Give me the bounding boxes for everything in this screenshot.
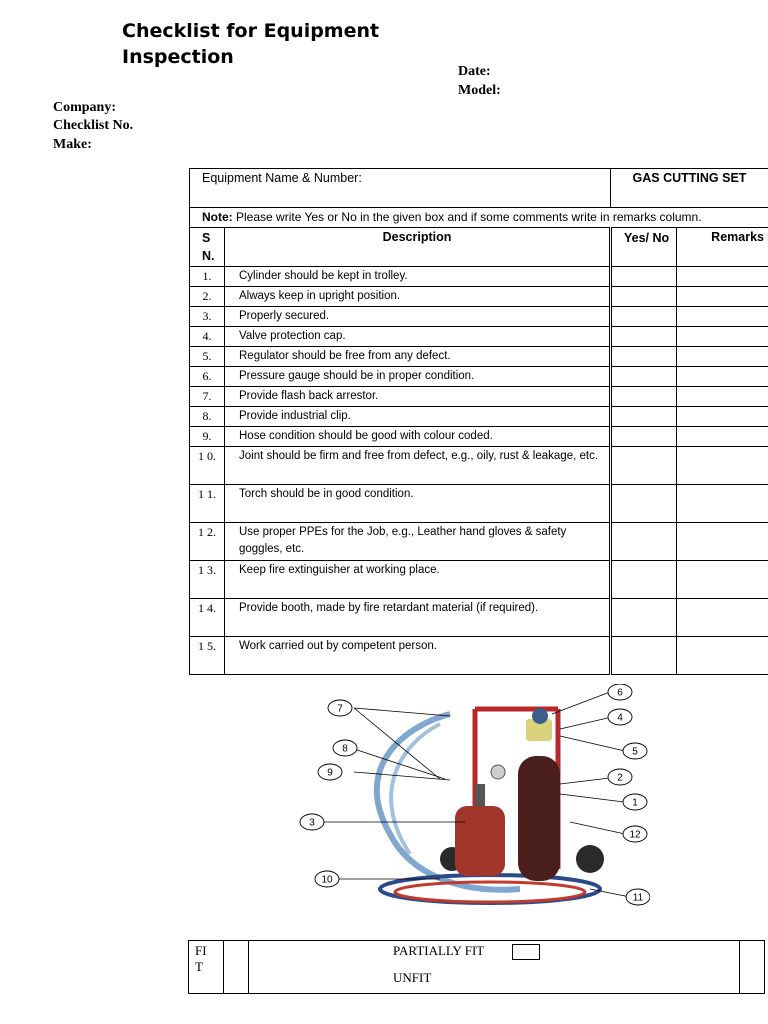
column-header-row (190, 228, 768, 267)
row-yesno-input[interactable] (611, 367, 677, 387)
row-sn: 1 5. (190, 637, 225, 675)
row-remarks-input[interactable] (677, 327, 768, 347)
row-description: Provide flash back arrestor. (225, 387, 611, 407)
equipment-value: GAS CUTTING SET (611, 169, 768, 208)
table-row (190, 287, 768, 307)
row-sn: 1 3. (190, 561, 225, 599)
callout-number: 8 (342, 743, 348, 755)
checklist-no-label: Checklist No. (53, 118, 134, 133)
row-description: Provide industrial clip. (225, 407, 611, 427)
row-sn: 1 4. (190, 599, 225, 637)
table-row (190, 485, 768, 523)
row-sn: 5. (190, 347, 225, 367)
table-row (190, 561, 768, 599)
row-sn: 2. (190, 287, 225, 307)
callout-number: 3 (309, 817, 315, 829)
row-description: Work carried out by competent person. (225, 637, 611, 675)
row-remarks-input[interactable] (677, 561, 768, 599)
callout-11 (626, 889, 650, 905)
model-label: Model: (458, 83, 501, 98)
row-remarks-input[interactable] (677, 427, 768, 447)
page-title: Checklist for Equipment Inspection (122, 20, 380, 68)
col-yesno: Yes/ No (611, 228, 677, 267)
row-remarks-input[interactable] (677, 307, 768, 327)
col-remarks: Remarks (677, 228, 768, 267)
fuel-cylinder-icon (455, 784, 505, 876)
row-yesno-input[interactable] (611, 485, 677, 523)
inspection-checklist-table (189, 168, 768, 675)
callout-number: 2 (617, 772, 623, 784)
row-yesno-input[interactable] (611, 407, 677, 427)
row-description: Valve protection cap. (225, 327, 611, 347)
table-row (190, 407, 768, 427)
partially-fit-label: PARTIALLY FIT (393, 943, 485, 958)
partially-fit-cell (249, 941, 740, 994)
note-row (190, 208, 768, 228)
partially-fit-checkbox[interactable] (512, 944, 540, 960)
row-sn: 3. (190, 307, 225, 327)
table-row (190, 637, 768, 675)
callout-7 (328, 700, 352, 716)
row-yesno-input[interactable] (611, 287, 677, 307)
row-remarks-input[interactable] (677, 485, 768, 523)
table-row (190, 307, 768, 327)
col-description: Description (225, 228, 611, 267)
row-sn: 4. (190, 327, 225, 347)
note-cell (190, 208, 768, 228)
callout-number: 12 (629, 829, 641, 841)
row-sn: 1. (190, 267, 225, 287)
row-remarks-input[interactable] (677, 447, 768, 485)
row-description: Hose condition should be good with colour coded. (225, 427, 611, 447)
row-sn: 1 0. (190, 447, 225, 485)
fit-checkbox[interactable] (224, 941, 249, 994)
row-remarks-input[interactable] (677, 367, 768, 387)
row-yesno-input[interactable] (611, 327, 677, 347)
table-row (190, 347, 768, 367)
equipment-label-cell (190, 169, 611, 208)
equipment-row (190, 169, 768, 208)
row-yesno-input[interactable] (611, 447, 677, 485)
row-description: Pressure gauge should be in proper condition. (225, 367, 611, 387)
table-row (190, 387, 768, 407)
table-row (190, 427, 768, 447)
unfit-label: UNFIT (393, 970, 432, 986)
row-description: Provide booth, made by fire retardant material (if required). (225, 599, 611, 637)
callout-4 (608, 709, 632, 725)
row-yesno-input[interactable] (611, 599, 677, 637)
table-row (190, 599, 768, 637)
row-sn: 1 1. (190, 485, 225, 523)
make-label: Make: (53, 137, 92, 152)
fitness-status-table (188, 940, 765, 994)
equipment-label: Equipment Name & Number: (202, 171, 362, 185)
row-description: Keep fire extinguisher at working place. (225, 561, 611, 599)
callout-8 (333, 740, 357, 756)
row-description: Always keep in upright position. (225, 287, 611, 307)
row-description: Joint should be firm and free from defect, e.g., oily, rust & leakage, etc. (225, 447, 611, 485)
row-remarks-input[interactable] (677, 407, 768, 427)
callout-2 (608, 769, 632, 785)
callout-9 (318, 764, 342, 780)
date-label: Date: (458, 64, 491, 79)
row-description: Use proper PPEs for the Job, e.g., Leather hand gloves & safety goggles, etc. (225, 523, 611, 561)
fit-label: FI T (195, 943, 207, 974)
callout-number: 11 (632, 892, 644, 904)
row-yesno-input[interactable] (611, 523, 677, 561)
callout-1 (623, 794, 647, 810)
callout-5 (623, 743, 647, 759)
table-row (190, 267, 768, 287)
callout-number: 10 (321, 874, 333, 886)
company-label: Company: (53, 100, 117, 115)
note-text: Please write Yes or No in the given box and if some comments write in remarks column. (232, 210, 702, 224)
row-remarks-input[interactable] (677, 599, 768, 637)
row-remarks-input[interactable] (677, 267, 768, 287)
fit-cell (189, 941, 224, 994)
col-sn: S N. (190, 228, 225, 267)
row-yesno-input[interactable] (611, 427, 677, 447)
row-description: Properly secured. (225, 307, 611, 327)
callout-number: 7 (337, 703, 343, 715)
unfit-checkbox[interactable] (740, 941, 765, 994)
row-sn: 1 2. (190, 523, 225, 561)
row-yesno-input[interactable] (611, 267, 677, 287)
table-row (190, 327, 768, 347)
row-remarks-input[interactable] (677, 387, 768, 407)
row-description: Regulator should be free from any defect. (225, 347, 611, 367)
callout-number: 4 (617, 712, 623, 724)
callout-3 (300, 814, 324, 830)
callout-10 (315, 871, 339, 887)
row-sn: 8. (190, 407, 225, 427)
row-sn: 6. (190, 367, 225, 387)
note-bold: Note: (202, 210, 233, 224)
callout-number: 5 (632, 746, 638, 758)
callout-number: 1 (632, 797, 638, 809)
callout-12 (623, 826, 647, 842)
callout-number: 6 (617, 687, 623, 699)
gas-cutting-set-diagram (290, 684, 650, 916)
table-row (190, 447, 768, 485)
row-remarks-input[interactable] (677, 347, 768, 367)
row-remarks-input[interactable] (677, 523, 768, 561)
row-yesno-input[interactable] (611, 387, 677, 407)
row-sn: 9. (190, 427, 225, 447)
row-yesno-input[interactable] (611, 637, 677, 675)
row-yesno-input[interactable] (611, 307, 677, 327)
row-description: Cylinder should be kept in trolley. (225, 267, 611, 287)
row-description: Torch should be in good condition. (225, 485, 611, 523)
callout-number: 9 (327, 767, 333, 779)
row-remarks-input[interactable] (677, 637, 768, 675)
row-remarks-input[interactable] (677, 287, 768, 307)
callout-6 (608, 684, 632, 700)
row-yesno-input[interactable] (611, 561, 677, 599)
row-yesno-input[interactable] (611, 347, 677, 367)
table-row (190, 367, 768, 387)
table-row (190, 523, 768, 561)
row-sn: 7. (190, 387, 225, 407)
